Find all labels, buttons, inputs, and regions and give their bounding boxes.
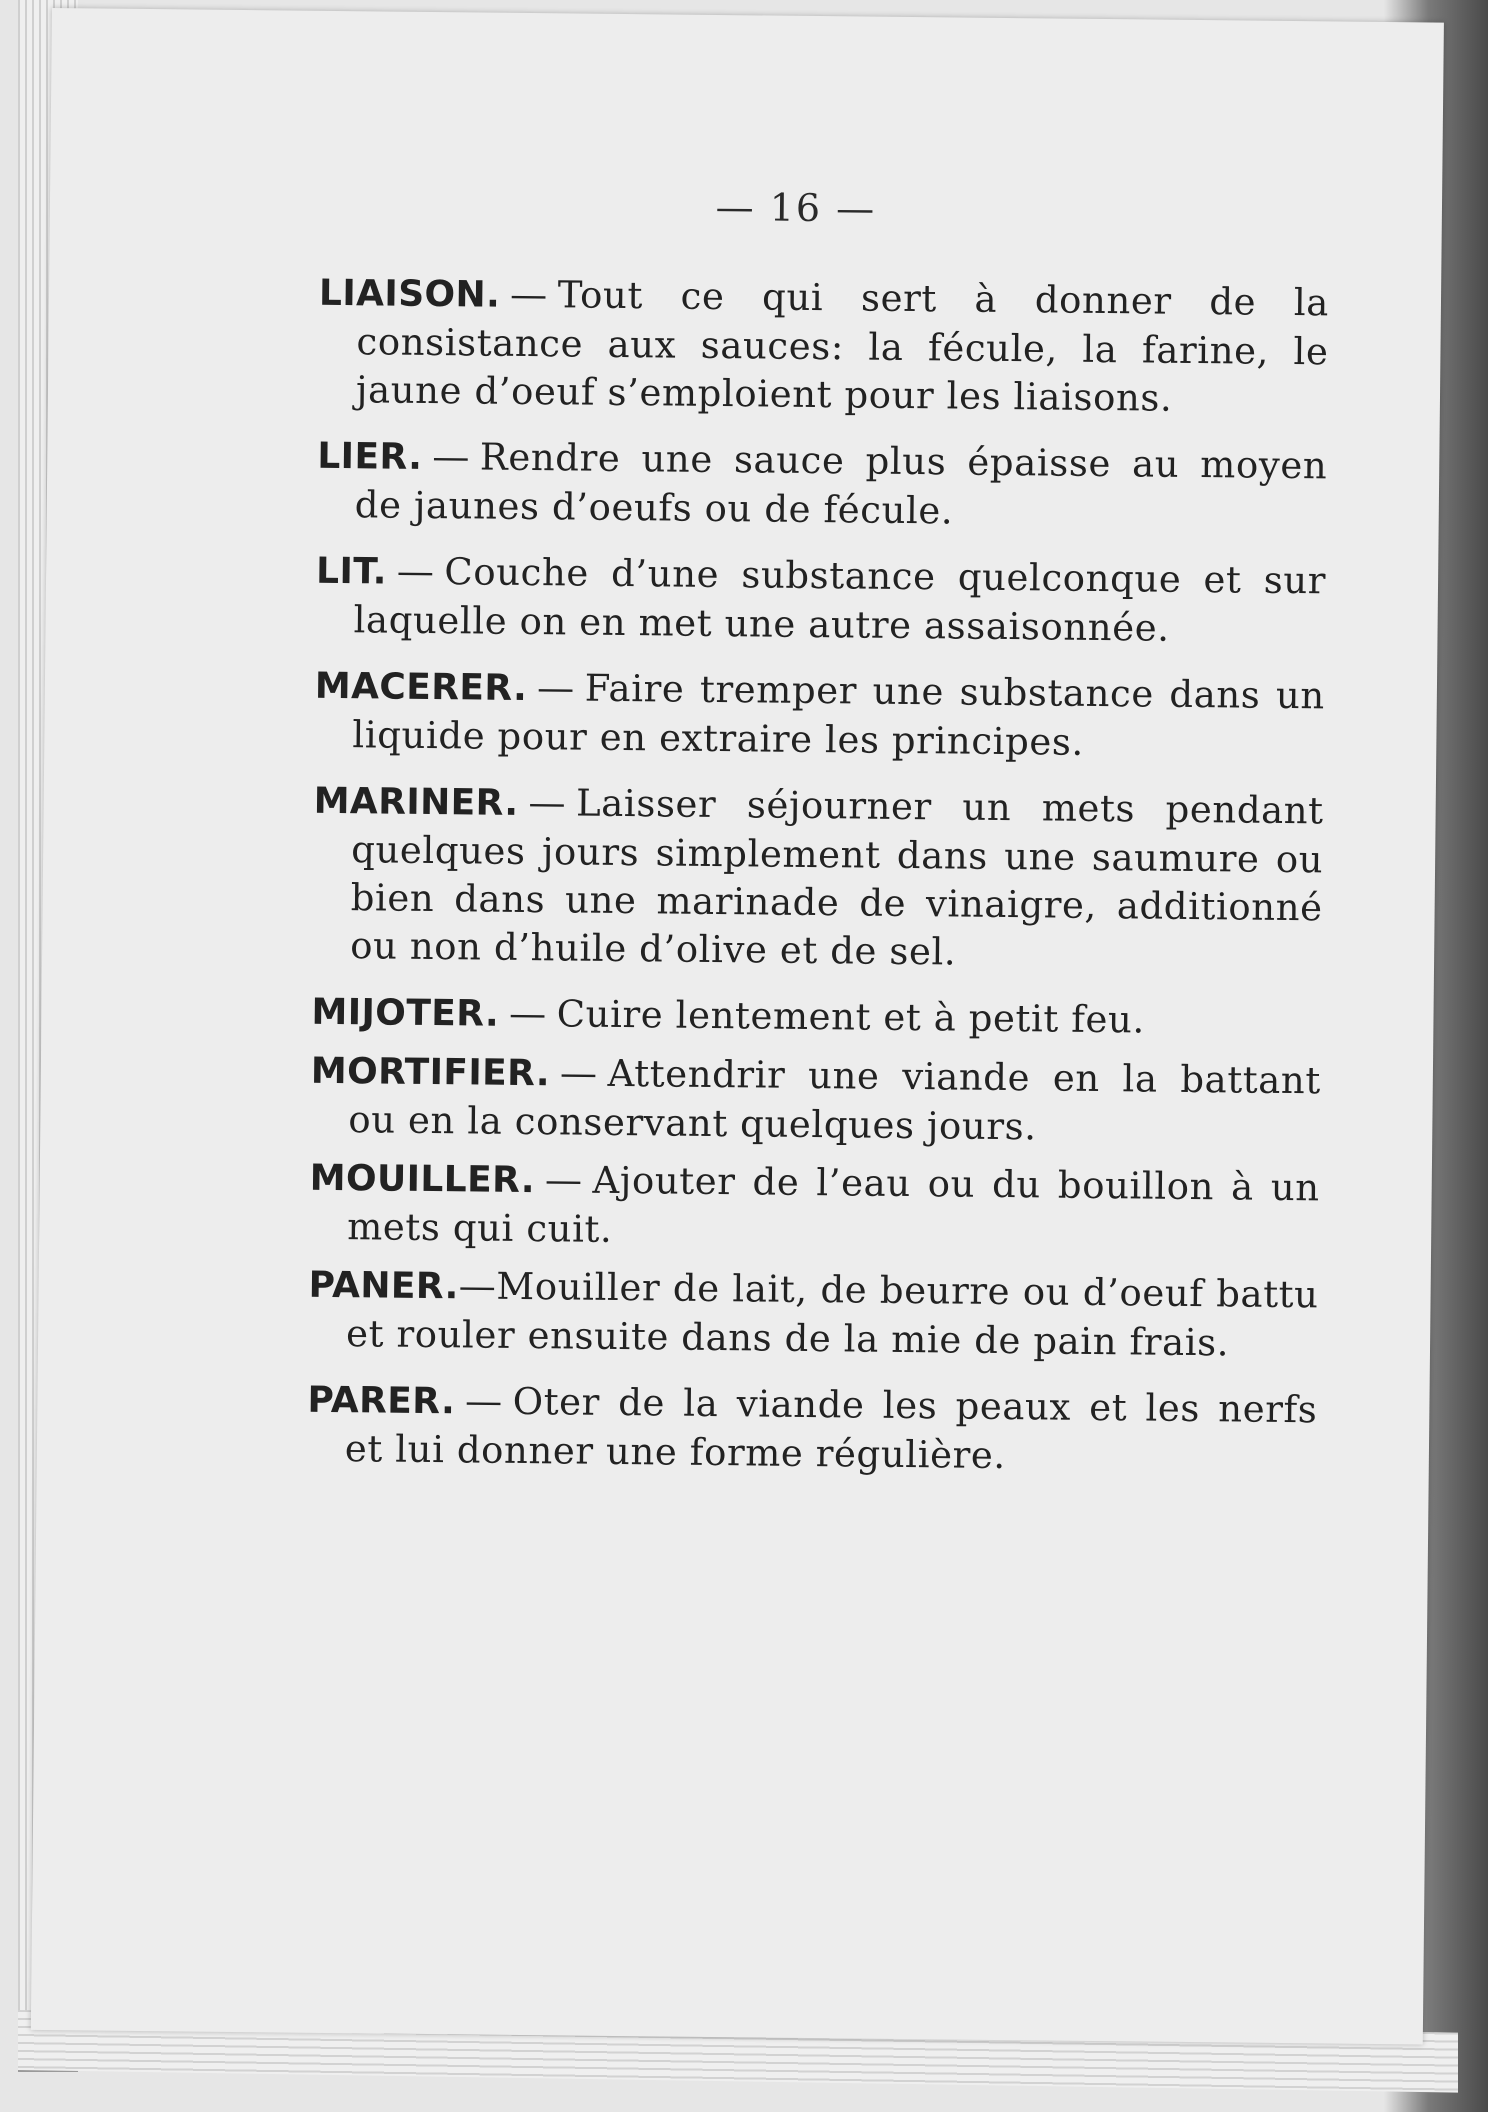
entry-separator: — (508, 991, 547, 1036)
entry-separator: — (432, 435, 471, 479)
entry-definition: Couche d’une substance quelconque et sur laquelle on en met une autre assaisonnée. (353, 550, 1327, 650)
entry-separator: — (544, 1158, 583, 1202)
glossary-entry (315, 547, 1326, 655)
glossary-entry (307, 1376, 1318, 1484)
entry-definition: Oter de la viande les peaux et les nerfs et lui donner une forme régulière. (344, 1379, 1318, 1478)
glossary-entry (311, 988, 1321, 1048)
entry-separator: — (536, 666, 576, 710)
entry-definition: Ajouter de l’eau ou du bouillon à un mets qui cuit. (347, 1158, 1320, 1251)
entry-separator: — (559, 1051, 598, 1095)
entry-separator: — (509, 272, 548, 317)
entry-definition: Faire tremper une substance dans un liquide pour en extraire les principes. (352, 666, 1326, 764)
glossary-entry (314, 662, 1325, 770)
entry-definition: Laisser séjourner un mets pendant quelques jours simplement dans une saumure ou bien dans une marinade de vinaigre, additionné ou non d’huile d’olive et de sel. (349, 781, 1324, 974)
entry-term: MIJOTER. (311, 991, 500, 1035)
entry-term: PARER. (307, 1379, 456, 1423)
glossary-entry (312, 777, 1324, 981)
glossary-entry (309, 1154, 1320, 1262)
entry-term: MOUILLER. (309, 1157, 536, 1202)
glossary-entry (308, 1261, 1319, 1369)
entry-definition: Rendre une sauce plus épaisse au moyen de jaunes d’oeufs ou de fécule. (354, 435, 1328, 533)
entry-term: LIER. (317, 435, 423, 478)
entry-definition: Tout ce qui sert à donner de la consistance aux sauces: la fécule, la farine, le jaune d’oeuf s’emploient pour les liaisons. (355, 273, 1330, 420)
book-page (31, 8, 1444, 2044)
glossary-list (306, 269, 1329, 1502)
entry-term: MARINER. (313, 780, 519, 824)
glossary-entry (318, 269, 1329, 425)
entry-definition: Cuire lentement et à petit feu. (556, 992, 1146, 1042)
entry-term: PANER. (308, 1264, 459, 1308)
entry-term: LIT. (315, 550, 388, 593)
entry-separator: — (458, 1264, 497, 1308)
entry-separator: — (528, 781, 567, 825)
entry-term: MORTIFIER. (310, 1050, 551, 1095)
entry-separator: — (464, 1379, 503, 1423)
page-number: — 16 — (715, 184, 877, 231)
glossary-entry (317, 432, 1328, 540)
glossary-entry (310, 1047, 1321, 1155)
entry-separator: — (396, 549, 435, 594)
entry-term: MACERER. (314, 665, 528, 710)
entry-term: LIAISON. (318, 272, 501, 316)
entry-definition: Attendrir une viande en la battant ou en la conservant quelques jours. (348, 1051, 1322, 1149)
entry-definition: Mouiller de lait, de beurre ou d’oeuf battu et rouler ensuite dans de la mie de pain frais. (345, 1264, 1319, 1365)
